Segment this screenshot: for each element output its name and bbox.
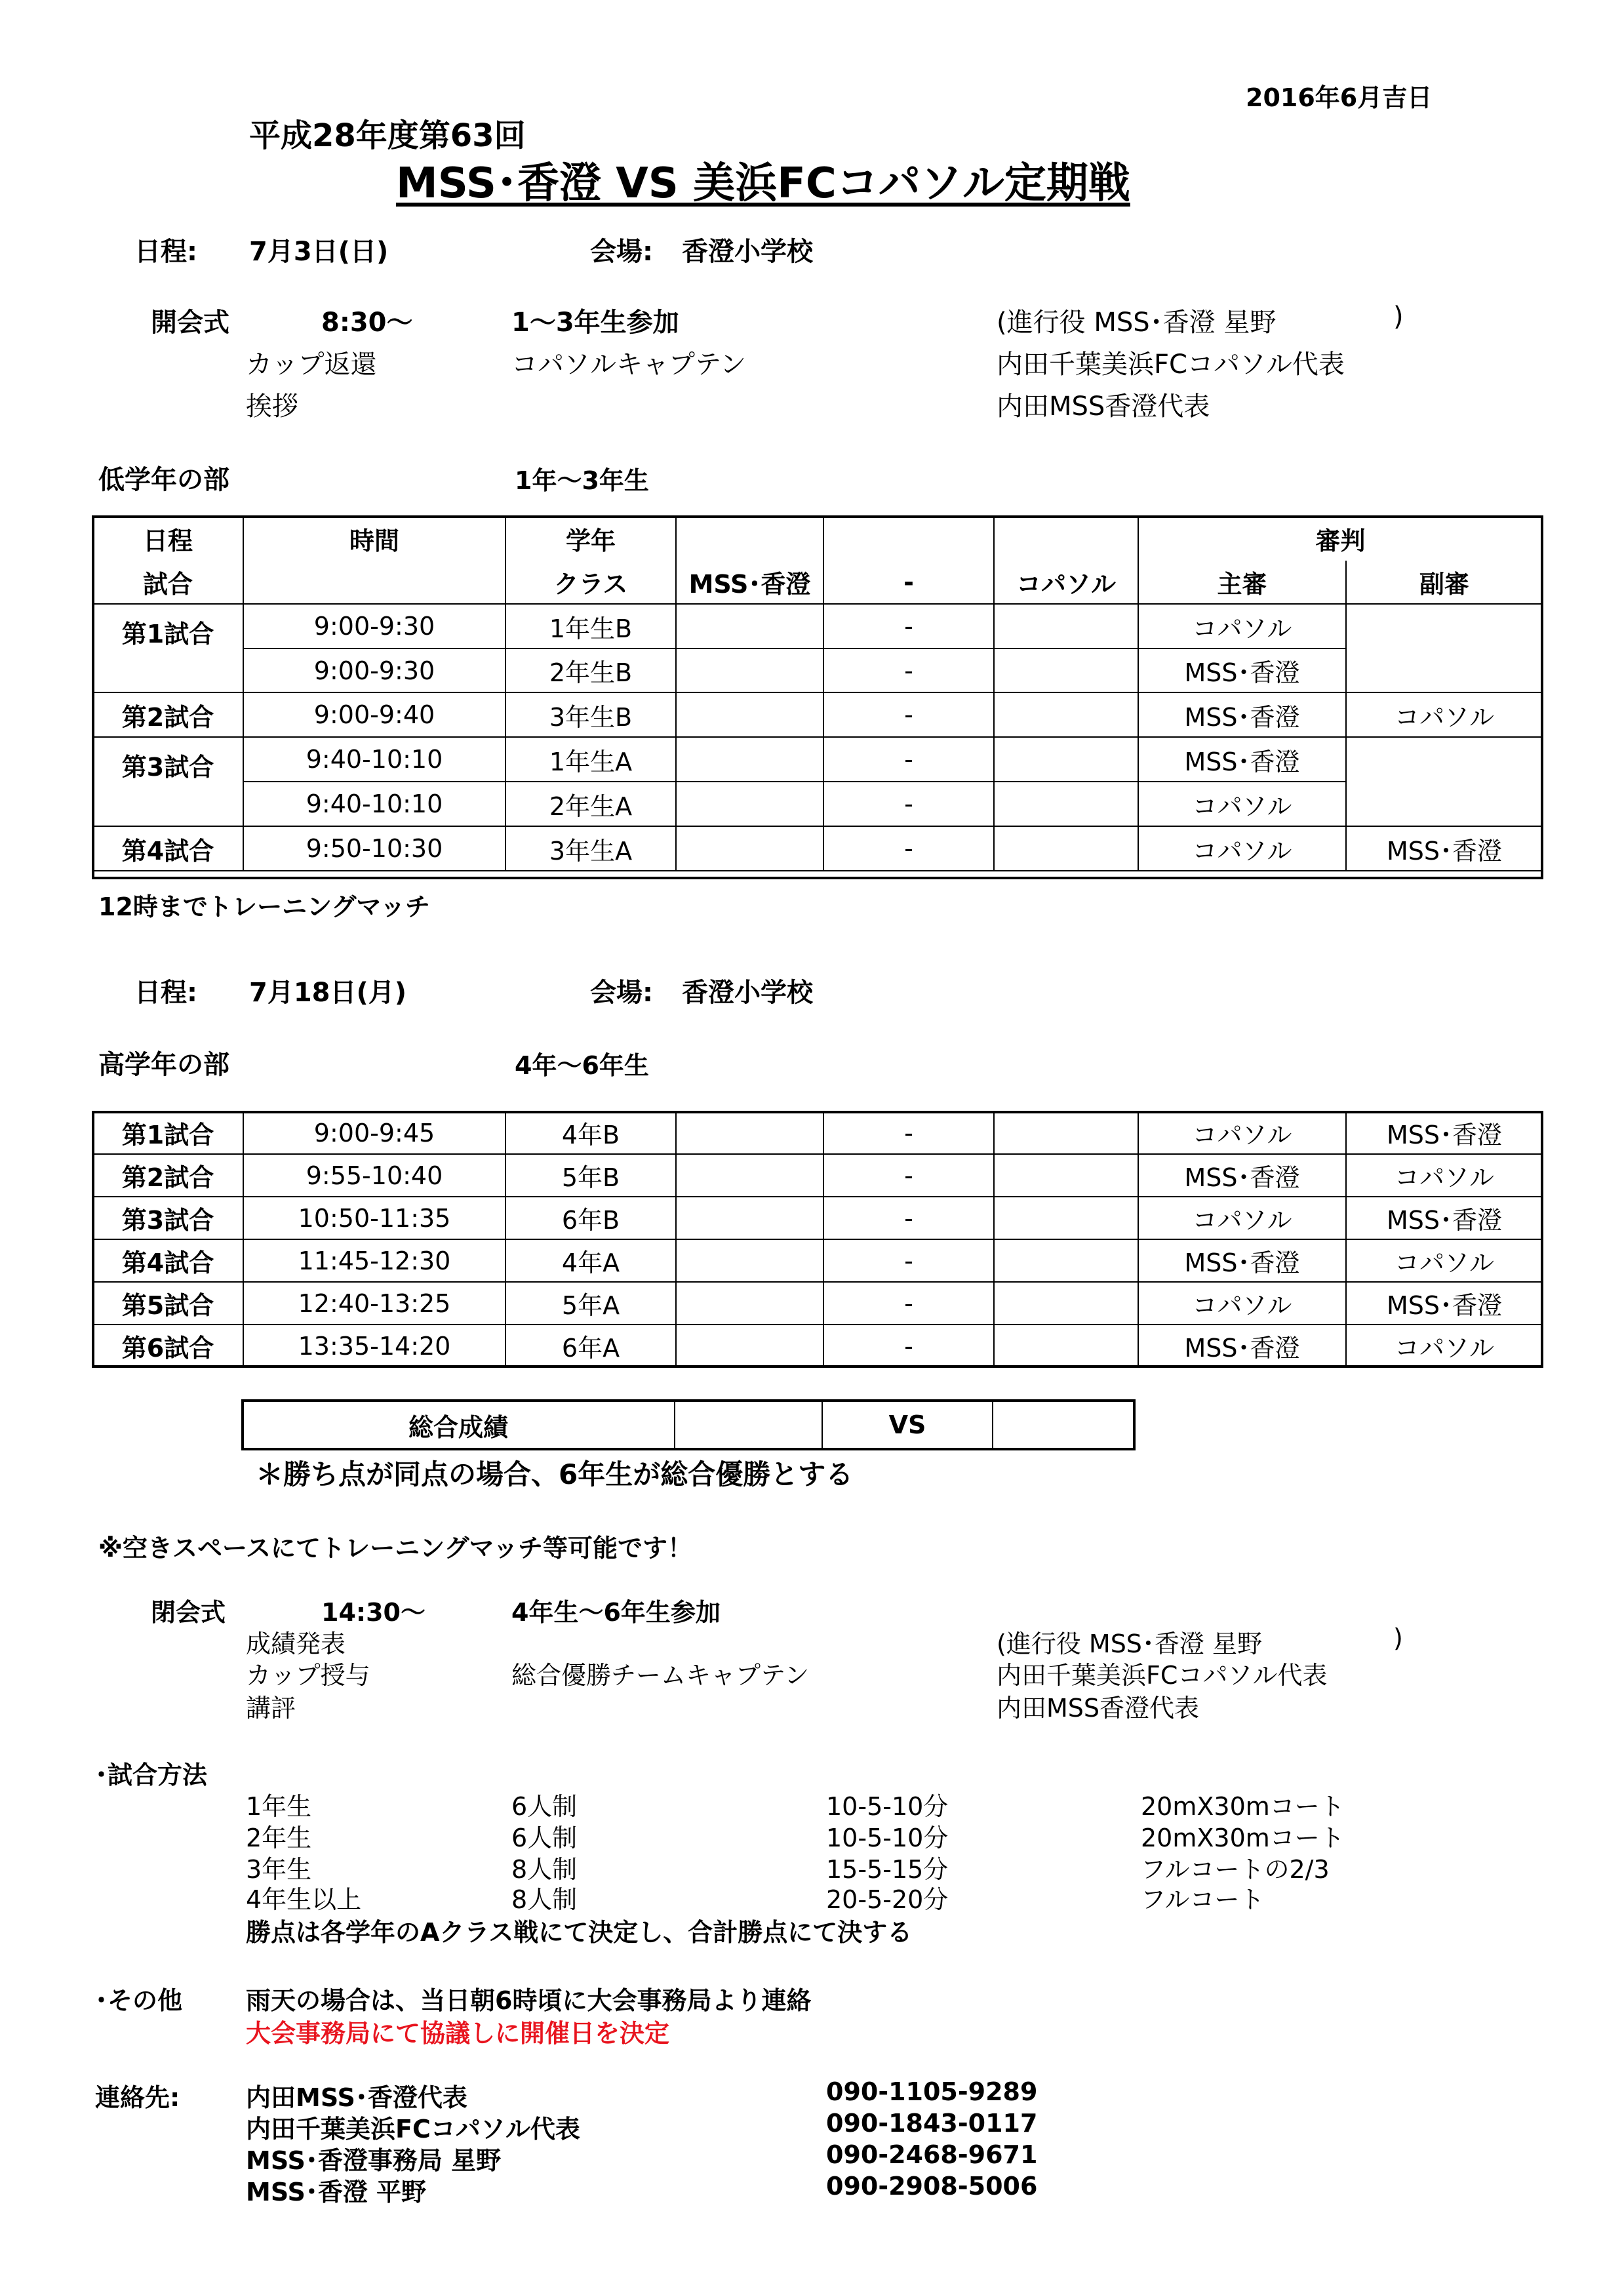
header-time: 時間 xyxy=(243,516,505,561)
match-time: 9:55-10:40 xyxy=(243,1154,505,1197)
score-team1 xyxy=(676,1111,823,1154)
match-class: 5年B xyxy=(505,1154,676,1197)
closing-time: 14:30～ xyxy=(321,1598,426,1627)
header-main-referee: 主審 xyxy=(1138,561,1346,604)
match-class: 1年生B xyxy=(505,604,676,649)
score-dash: - xyxy=(823,1239,994,1282)
match-time: 9:00-9:30 xyxy=(243,604,505,649)
method-players: 6人制 xyxy=(511,1824,578,1852)
method-players: 8人制 xyxy=(511,1885,578,1914)
opening-participants: 1～3年生参加 xyxy=(511,308,679,338)
schedule2-venue-label: 会場: xyxy=(590,978,653,1008)
main-referee: MSS･香澄 xyxy=(1138,649,1346,692)
lower-match-table xyxy=(92,515,1543,871)
upper-section-title: 高学年の部 xyxy=(98,1050,229,1080)
main-referee: コパソル xyxy=(1138,1282,1346,1325)
total-score-team1 xyxy=(675,1400,822,1450)
header-referee: 審判 xyxy=(1138,516,1543,561)
contact-phone: 090-1843-0117 xyxy=(826,2109,1038,2138)
score-team2 xyxy=(994,1197,1138,1239)
score-dash: - xyxy=(823,782,994,826)
header-dash: - xyxy=(823,561,994,604)
method-court: フルコートの2/3 xyxy=(1141,1855,1330,1884)
match-time: 10:50-11:35 xyxy=(243,1197,505,1239)
main-referee: コパソル xyxy=(1138,604,1346,649)
score-team2 xyxy=(994,1239,1138,1282)
opening-item: 挨拶 xyxy=(246,391,298,422)
table-row xyxy=(92,1154,1543,1197)
score-team1 xyxy=(676,1154,823,1197)
score-dash: - xyxy=(823,1154,994,1197)
header-sub-referee: 副審 xyxy=(1346,561,1543,604)
match-class: 6年B xyxy=(505,1197,676,1239)
opening-moderator-close: ) xyxy=(1393,302,1404,332)
total-note: ＊勝ち点が同点の場合、6年生が総合優勝とする xyxy=(256,1458,854,1490)
method-players: 6人制 xyxy=(511,1792,578,1821)
table-row xyxy=(92,737,1543,782)
method-grade: 3年生 xyxy=(246,1855,312,1884)
closing-moderator: (進行役 MSS･香澄 星野 xyxy=(997,1629,1263,1658)
method-time: 10-5-10分 xyxy=(826,1792,949,1821)
match-time: 9:50-10:30 xyxy=(243,826,505,871)
contact-phone: 090-2908-5006 xyxy=(826,2172,1038,2201)
method-time: 10-5-10分 xyxy=(826,1824,949,1852)
table-row xyxy=(92,782,1543,826)
lower-section-range: 1年～3年生 xyxy=(515,466,649,495)
score-team1 xyxy=(676,826,823,871)
match-number: 第4試合 xyxy=(92,1239,243,1282)
match-class: 2年生A xyxy=(505,782,676,826)
header-grade: 学年 xyxy=(505,516,676,561)
contact-label: 連絡先: xyxy=(95,2083,180,2112)
score-team2 xyxy=(994,1282,1138,1325)
contact-phone: 090-1105-9289 xyxy=(826,2077,1038,2106)
method-time: 15-5-15分 xyxy=(826,1855,949,1884)
main-referee: MSS･香澄 xyxy=(1138,1154,1346,1197)
match-time: 12:40-13:25 xyxy=(243,1282,505,1325)
method-court: 20mX30mコート xyxy=(1141,1824,1345,1852)
score-team1 xyxy=(676,1282,823,1325)
lower-section-title: 低学年の部 xyxy=(98,465,229,495)
title-line1: 平成28年度第63回 xyxy=(249,117,526,154)
opening-rep: 内田MSS香澄代表 xyxy=(997,391,1210,422)
score-dash: - xyxy=(823,649,994,692)
sub-referee: コパソル xyxy=(1346,692,1543,737)
other-text: 雨天の場合は、当日朝6時頃に大会事務局より連絡 xyxy=(246,1986,812,2015)
match-class: 6年A xyxy=(505,1325,676,1367)
main-referee: コパソル xyxy=(1138,1197,1346,1239)
match-number: 第1試合 xyxy=(92,604,243,692)
match-number: 第4試合 xyxy=(92,826,243,871)
method-grade: 1年生 xyxy=(246,1792,312,1821)
main-referee: コパソル xyxy=(1138,1111,1346,1154)
table-row xyxy=(92,604,1543,649)
score-dash: - xyxy=(823,737,994,782)
match-time: 9:00-9:40 xyxy=(243,692,505,737)
match-number: 第2試合 xyxy=(92,692,243,737)
method-court: フルコート xyxy=(1141,1885,1265,1914)
closing-moderator-close: ) xyxy=(1393,1624,1403,1652)
opening-who: コパソルキャプテン xyxy=(511,349,746,380)
table-row xyxy=(92,1111,1543,1154)
match-number: 第1試合 xyxy=(92,1111,243,1154)
closing-who: 総合優勝チームキャプテン xyxy=(511,1661,810,1690)
contact-name: MSS･香澄事務局 星野 xyxy=(246,2146,502,2175)
main-referee: MSS･香澄 xyxy=(1138,1325,1346,1367)
method-title: ･試合方法 xyxy=(95,1761,208,1789)
closing-rep: 内田MSS香澄代表 xyxy=(997,1694,1200,1723)
closing-participants: 4年生～6年生参加 xyxy=(511,1598,721,1627)
table-row xyxy=(92,1325,1543,1367)
header-team2: コパソル xyxy=(994,561,1138,604)
schedule1-date: 7月3日(日) xyxy=(249,237,389,267)
header-team1: MSS･香澄 xyxy=(676,561,823,604)
other-label: ･その他 xyxy=(95,1986,183,2015)
schedule1-label: 日程: xyxy=(134,237,197,267)
closing-item: カップ授与 xyxy=(246,1661,370,1690)
method-grade: 4年生以上 xyxy=(246,1885,362,1914)
score-team1 xyxy=(676,1325,823,1367)
sub-referee: MSS･香澄 xyxy=(1346,1197,1543,1239)
total-score-team2 xyxy=(993,1400,1135,1450)
match-time: 9:00-9:45 xyxy=(243,1111,505,1154)
method-court: 20mX30mコート xyxy=(1141,1792,1345,1821)
score-team2 xyxy=(994,737,1138,782)
upper-match-table xyxy=(92,1111,1543,1368)
total-result-label: 総合成績 xyxy=(242,1400,675,1450)
contact-phone: 090-2468-9671 xyxy=(826,2140,1038,2169)
score-team2 xyxy=(994,692,1138,737)
sub-referee: コパソル xyxy=(1346,1154,1543,1197)
score-dash: - xyxy=(823,1282,994,1325)
contact-name: 内田MSS･香澄代表 xyxy=(246,2083,467,2112)
match-class: 5年A xyxy=(505,1282,676,1325)
score-team1 xyxy=(676,737,823,782)
page-title: MSS･香澄 VS 美浜FCコパソル定期戦 xyxy=(396,159,1130,208)
contact-name: 内田千葉美浜FCコパソル代表 xyxy=(246,2115,580,2144)
closing-item: 成績発表 xyxy=(246,1629,346,1658)
table-row xyxy=(92,1282,1543,1325)
match-time: 9:40-10:10 xyxy=(243,782,505,826)
sub-referee xyxy=(1346,737,1543,826)
schedule1-venue: 香澄小学校 xyxy=(682,237,813,267)
opening-label: 開会式 xyxy=(151,308,229,338)
sub-referee: コパソル xyxy=(1346,1239,1543,1282)
method-time: 20-5-20分 xyxy=(826,1885,949,1914)
table-row xyxy=(92,1239,1543,1282)
match-number: 第5試合 xyxy=(92,1282,243,1325)
score-team1 xyxy=(676,782,823,826)
main-referee: MSS･香澄 xyxy=(1138,1239,1346,1282)
score-team2 xyxy=(994,1154,1138,1197)
match-number: 第3試合 xyxy=(92,1197,243,1239)
score-team1 xyxy=(676,1197,823,1239)
schedule2-venue: 香澄小学校 xyxy=(682,978,813,1008)
sub-referee: コパソル xyxy=(1346,1325,1543,1367)
other-red-text: 大会事務局にて協議しに開催日を決定 xyxy=(246,2019,670,2048)
opening-rep: 内田千葉美浜FCコパソル代表 xyxy=(997,349,1345,380)
match-time: 9:40-10:10 xyxy=(243,737,505,782)
method-grade: 2年生 xyxy=(246,1824,312,1852)
main-referee: コパソル xyxy=(1138,826,1346,871)
contact-name: MSS･香澄 平野 xyxy=(246,2178,427,2206)
sub-referee: MSS･香澄 xyxy=(1346,1111,1543,1154)
upper-section-range: 4年～6年生 xyxy=(515,1051,649,1080)
closing-item: 講評 xyxy=(246,1694,296,1723)
score-team2 xyxy=(994,826,1138,871)
score-dash: - xyxy=(823,1197,994,1239)
schedule2-date: 7月18日(月) xyxy=(249,978,407,1008)
table-row xyxy=(92,1197,1543,1239)
total-vs: VS xyxy=(822,1400,993,1450)
match-time: 13:35-14:20 xyxy=(243,1325,505,1367)
match-class: 3年生A xyxy=(505,826,676,871)
match-class: 1年生A xyxy=(505,737,676,782)
match-number: 第3試合 xyxy=(92,737,243,826)
score-team2 xyxy=(994,1325,1138,1367)
match-class: 3年生B xyxy=(505,692,676,737)
schedule1-venue-label: 会場: xyxy=(590,237,653,267)
method-note: 勝点は各学年のAクラス戦にて決定し、合計勝点にて決する xyxy=(246,1918,913,1947)
score-team1 xyxy=(676,692,823,737)
score-dash: - xyxy=(823,604,994,649)
main-referee: コパソル xyxy=(1138,782,1346,826)
header-match: 試合 xyxy=(92,561,243,604)
score-dash: - xyxy=(823,1111,994,1154)
main-referee: MSS･香澄 xyxy=(1138,737,1346,782)
table-row xyxy=(92,692,1543,737)
total-result-table xyxy=(241,1399,1136,1450)
sub-referee: MSS･香澄 xyxy=(1346,826,1543,871)
score-team2 xyxy=(994,604,1138,649)
opening-item: カップ返還 xyxy=(246,349,377,380)
score-team2 xyxy=(994,782,1138,826)
sub-referee xyxy=(1346,604,1543,692)
score-team1 xyxy=(676,1239,823,1282)
match-class: 4年B xyxy=(505,1111,676,1154)
match-number: 第2試合 xyxy=(92,1154,243,1197)
schedule2-label: 日程: xyxy=(134,978,197,1008)
table-row xyxy=(92,826,1543,871)
header-class: クラス xyxy=(505,561,676,604)
match-class: 2年生B xyxy=(505,649,676,692)
score-team1 xyxy=(676,649,823,692)
score-team1 xyxy=(676,604,823,649)
closing-label: 閉会式 xyxy=(151,1598,226,1627)
closing-rep: 内田千葉美浜FCコパソル代表 xyxy=(997,1661,1328,1690)
match-class: 4年A xyxy=(505,1239,676,1282)
space-note: ※空きスペースにてトレーニングマッチ等可能です！ xyxy=(98,1534,693,1563)
score-dash: - xyxy=(823,692,994,737)
match-time: 11:45-12:30 xyxy=(243,1239,505,1282)
header-schedule: 日程 xyxy=(92,516,243,561)
score-team2 xyxy=(994,1111,1138,1154)
score-dash: - xyxy=(823,826,994,871)
method-players: 8人制 xyxy=(511,1855,578,1884)
lower-note: 12時までトレーニングマッチ xyxy=(98,892,430,921)
score-team2 xyxy=(994,649,1138,692)
match-number: 第6試合 xyxy=(92,1325,243,1367)
table-row xyxy=(92,649,1543,692)
document-date: 2016年6月吉日 xyxy=(1246,83,1433,112)
opening-moderator: (進行役 MSS･香澄 星野 xyxy=(997,308,1277,338)
match-time: 9:00-9:30 xyxy=(243,649,505,692)
opening-time: 8:30～ xyxy=(321,308,413,338)
score-dash: - xyxy=(823,1325,994,1367)
sub-referee: MSS･香澄 xyxy=(1346,1282,1543,1325)
main-referee: MSS･香澄 xyxy=(1138,692,1346,737)
